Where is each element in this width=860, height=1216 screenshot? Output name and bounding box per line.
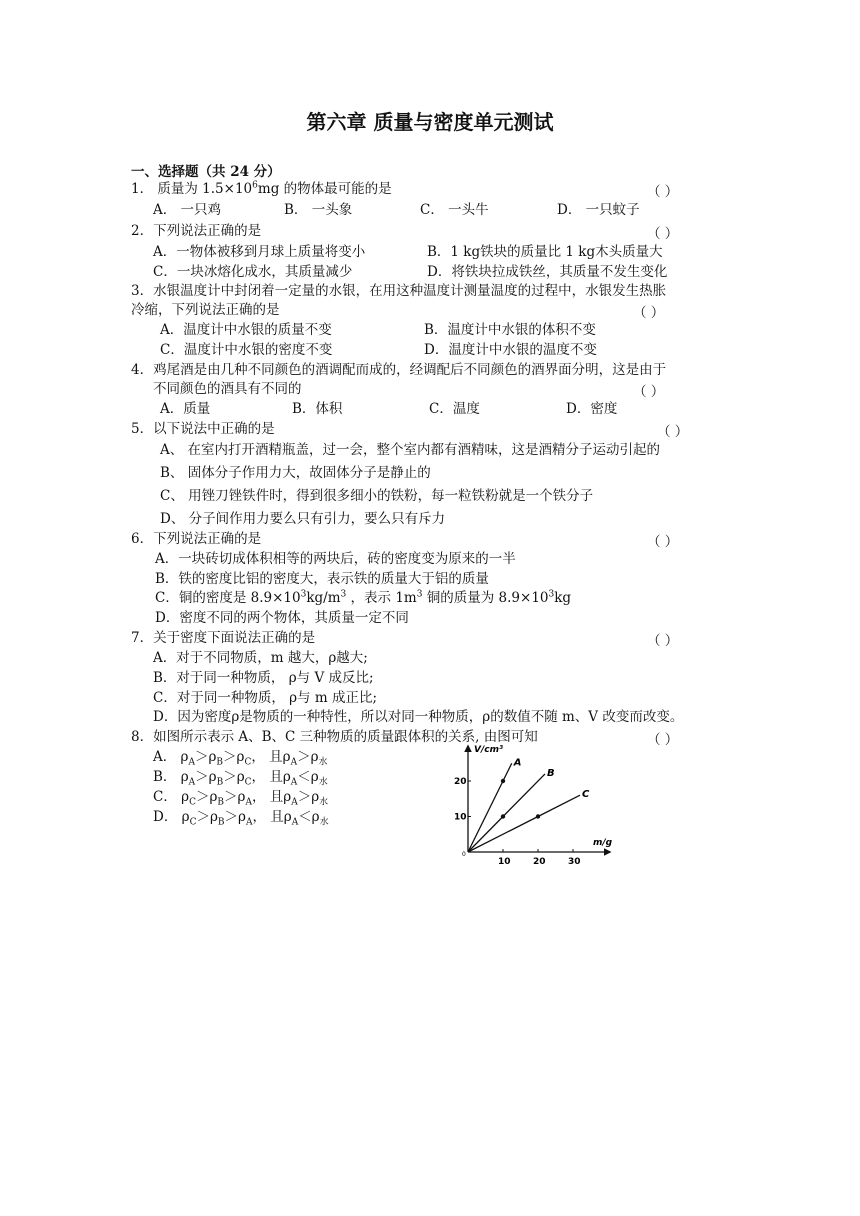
- subscript: B: [217, 817, 225, 828]
- mass-volume-chart: [452, 742, 614, 867]
- answer-parentheses: （ ）: [647, 534, 679, 550]
- series-label-c: C: [582, 789, 590, 801]
- subscript: C: [189, 817, 197, 828]
- superscript: 3: [340, 589, 347, 600]
- option-text: C．铜的密度是 8.9×10: [155, 590, 301, 606]
- option-c: [155, 589, 571, 607]
- option-b: B．体积: [292, 401, 343, 417]
- data-point: [501, 779, 505, 783]
- option-a: A．一物体被移到月球上质量将变小: [153, 244, 366, 260]
- option-b: B．铁的密度比铝的密度大，表示铁的质量大于铝的质量: [155, 571, 489, 587]
- stem-text: 下列说法正确的是: [153, 531, 262, 547]
- subscript: B: [216, 777, 224, 788]
- question-number: 8．: [131, 729, 154, 745]
- comparison: ＜ρ: [297, 769, 319, 785]
- series-line-a: [468, 763, 512, 852]
- option-d: D．将铁块拉成铁丝，其质量不发生变化: [427, 264, 668, 280]
- question-1-stem: [131, 180, 392, 198]
- option-d: D．因为密度ρ是物质的一种特性，所以对同一种物质，ρ的数值不随 m、V 改变而改变。: [153, 709, 684, 725]
- stem-text: 以下说法中正确的是: [153, 421, 275, 437]
- stem-text: mg 的物体最可能的是: [257, 181, 392, 197]
- subscript: C: [244, 757, 252, 768]
- subscript: B: [216, 757, 224, 768]
- option-text: 铜的质量为 8.9×10: [422, 590, 549, 606]
- series-line-b: [468, 774, 545, 852]
- y-tick-label: 20: [454, 777, 467, 787]
- comparison: ＞ρ: [297, 749, 319, 765]
- comparison: ＞ρ: [195, 789, 218, 805]
- comparison: ＞ρ: [297, 789, 320, 805]
- question-number: 1．: [131, 181, 154, 197]
- question-number: 5．: [131, 421, 154, 437]
- series-label-b: B: [547, 767, 555, 779]
- option-d: D． 一只蚊子: [557, 202, 640, 218]
- x-tick-label: 10: [498, 857, 511, 867]
- option-a: A． 一只鸡: [153, 202, 222, 218]
- x-tick-label: 30: [568, 857, 581, 867]
- x-tick-label: 20: [533, 857, 546, 867]
- answer-parentheses: （ ）: [647, 732, 679, 748]
- stem-text: 下列说法正确的是: [153, 223, 262, 239]
- subscript: A: [188, 777, 196, 788]
- subscript: 水: [319, 817, 329, 828]
- answer-parentheses: （ ）: [647, 184, 679, 200]
- comparison: ＜ρ: [298, 809, 320, 825]
- option-b: B．温度计中水银的体积不变: [424, 322, 596, 338]
- subscript: A: [290, 777, 298, 788]
- option-c: C． 一头牛: [420, 202, 489, 218]
- option-label: B．: [153, 769, 177, 785]
- x-axis-label: m/g: [593, 838, 613, 848]
- option-b: B．对于同一种物质， ρ与 V 成反比;: [153, 670, 374, 686]
- option-text: ， 且ρ: [252, 809, 292, 825]
- comparison: ＞ρ: [223, 769, 245, 785]
- option-c: [153, 788, 328, 806]
- data-point: [501, 814, 505, 818]
- option-a: A．温度计中水银的质量不变: [160, 322, 332, 338]
- rho: ρ: [180, 749, 189, 765]
- option-a: A．质量: [160, 401, 211, 417]
- question-number: 6．: [131, 531, 154, 547]
- rho: ρ: [181, 809, 190, 825]
- stem-text: 水银温度计中封闭着一定量的水银，在用这种温度计测量温度的过程中，水银发生热胀: [153, 283, 667, 299]
- answer-parentheses: （ ）: [657, 424, 689, 440]
- subscript: A: [188, 757, 195, 768]
- answer-parentheses: （ ）: [647, 633, 679, 649]
- question-number: 3．: [131, 283, 154, 299]
- subscript: C: [244, 777, 252, 788]
- option-text: ，表示 1m: [346, 590, 417, 606]
- superscript: 3: [416, 589, 423, 600]
- question-6-stem: [131, 530, 261, 548]
- rho: ρ: [181, 789, 190, 805]
- option-d: D．密度: [566, 401, 618, 417]
- question-number: 4．: [131, 362, 154, 378]
- answer-parentheses: （ ）: [633, 384, 665, 400]
- series-line-c: [468, 795, 580, 852]
- comparison: ＞ρ: [223, 749, 245, 765]
- option-label: C．: [153, 789, 177, 805]
- stem-text: 鸡尾酒是由几种不同颜色的酒调配而成的，经调配后不同颜色的酒界面分明，这是由于: [153, 362, 667, 378]
- subscript: C: [189, 797, 196, 808]
- page-title: 第六章 质量与密度单元测试: [306, 110, 554, 134]
- question-3-stem-line1: [131, 282, 666, 300]
- question-4-stem-line1: [131, 361, 666, 379]
- stem-text: 质量为 1.5×10: [157, 181, 253, 197]
- comparison: ＞ρ: [224, 809, 246, 825]
- option-b: [153, 768, 328, 786]
- option-b: B．1 kg铁块的质量比 1 kg木头质量大: [427, 244, 663, 260]
- option-a: A．对于不同物质，m 越大，ρ越大;: [153, 650, 368, 666]
- subscript: A: [291, 817, 299, 828]
- option-d: D．密度不同的两个物体，其质量一定不同: [155, 610, 409, 626]
- y-tick-label: 10: [454, 812, 467, 823]
- question-number: 2．: [131, 223, 154, 239]
- option-text: kg: [554, 590, 572, 606]
- subscript: 水: [318, 757, 328, 768]
- question-2-stem: [131, 222, 261, 240]
- comparison: ＞ρ: [224, 789, 246, 805]
- option-text: ， 且ρ: [251, 749, 291, 765]
- option-a: A、 在室内打开酒精瓶盖，过一会，整个室内都有酒精味，这是酒精分子运动引起的: [160, 442, 661, 458]
- superscript: 3: [300, 589, 307, 600]
- y-axis-label: V/cm³: [474, 745, 503, 755]
- question-5-stem: [131, 420, 275, 438]
- option-c: C、 用锉刀锉铁件时，得到很多细小的铁粉，每一粒铁粉就是一个铁分子: [160, 488, 594, 504]
- stem-superscript: 6: [252, 180, 258, 191]
- stem-text: 如图所示表示 A、B、C 三种物质的质量跟体积的关系, 由图可知: [153, 729, 538, 745]
- option-b: B． 一头象: [284, 202, 353, 218]
- option-d: D．温度计中水银的温度不变: [424, 342, 597, 358]
- option-label: D．: [153, 809, 178, 825]
- comparison: ＞ρ: [194, 749, 217, 765]
- option-d: D、 分子间作用力要么只有引力，要么只有斥力: [160, 511, 446, 527]
- subscript: 水: [319, 797, 329, 808]
- rho: ρ: [180, 769, 189, 785]
- comparison: ＞ρ: [195, 769, 217, 785]
- option-b: B、 固体分子作用力大，故固体分子是静止的: [160, 465, 431, 481]
- question-number: 7．: [131, 630, 154, 646]
- option-text: kg/m: [306, 590, 341, 606]
- option-label: A．: [153, 749, 177, 765]
- option-text: ， 且ρ: [251, 789, 292, 805]
- option-d: [153, 808, 329, 826]
- superscript: 3: [548, 589, 555, 600]
- data-point: [536, 814, 540, 818]
- subscript: A: [291, 797, 298, 808]
- subscript: A: [245, 817, 253, 828]
- subscript: A: [290, 757, 298, 768]
- option-c: C．温度计中水银的密度不变: [160, 342, 333, 358]
- stem-text: 关于密度下面说法正确的是: [153, 630, 316, 646]
- option-c: C．温度: [429, 401, 480, 417]
- option-a: A．一块砖切成体积相等的两块后，砖的密度变为原来的一半: [155, 551, 516, 567]
- question-7-stem: [131, 629, 315, 647]
- option-text: ， 且ρ: [251, 769, 291, 785]
- subscript: B: [217, 797, 225, 808]
- option-a: [153, 748, 328, 766]
- answer-parentheses: （ ）: [647, 226, 679, 242]
- comparison: ＞ρ: [196, 809, 218, 825]
- option-c: C．一块冰熔化成水，其质量减少: [153, 264, 353, 280]
- origin-label: 0: [462, 851, 466, 858]
- subscript: A: [245, 797, 252, 808]
- question-3-stem-line2: 冷缩，下列说法正确的是: [131, 302, 280, 318]
- answer-parentheses: （ ）: [633, 305, 665, 321]
- subscript: 水: [318, 777, 328, 788]
- option-c: C．对于同一种物质， ρ与 m 成正比;: [153, 690, 377, 706]
- series-label-a: A: [513, 757, 522, 769]
- section-heading: 一、选择题（共 24 分）: [131, 164, 281, 180]
- question-4-stem-line2: 不同颜色的酒具有不同的: [153, 381, 302, 397]
